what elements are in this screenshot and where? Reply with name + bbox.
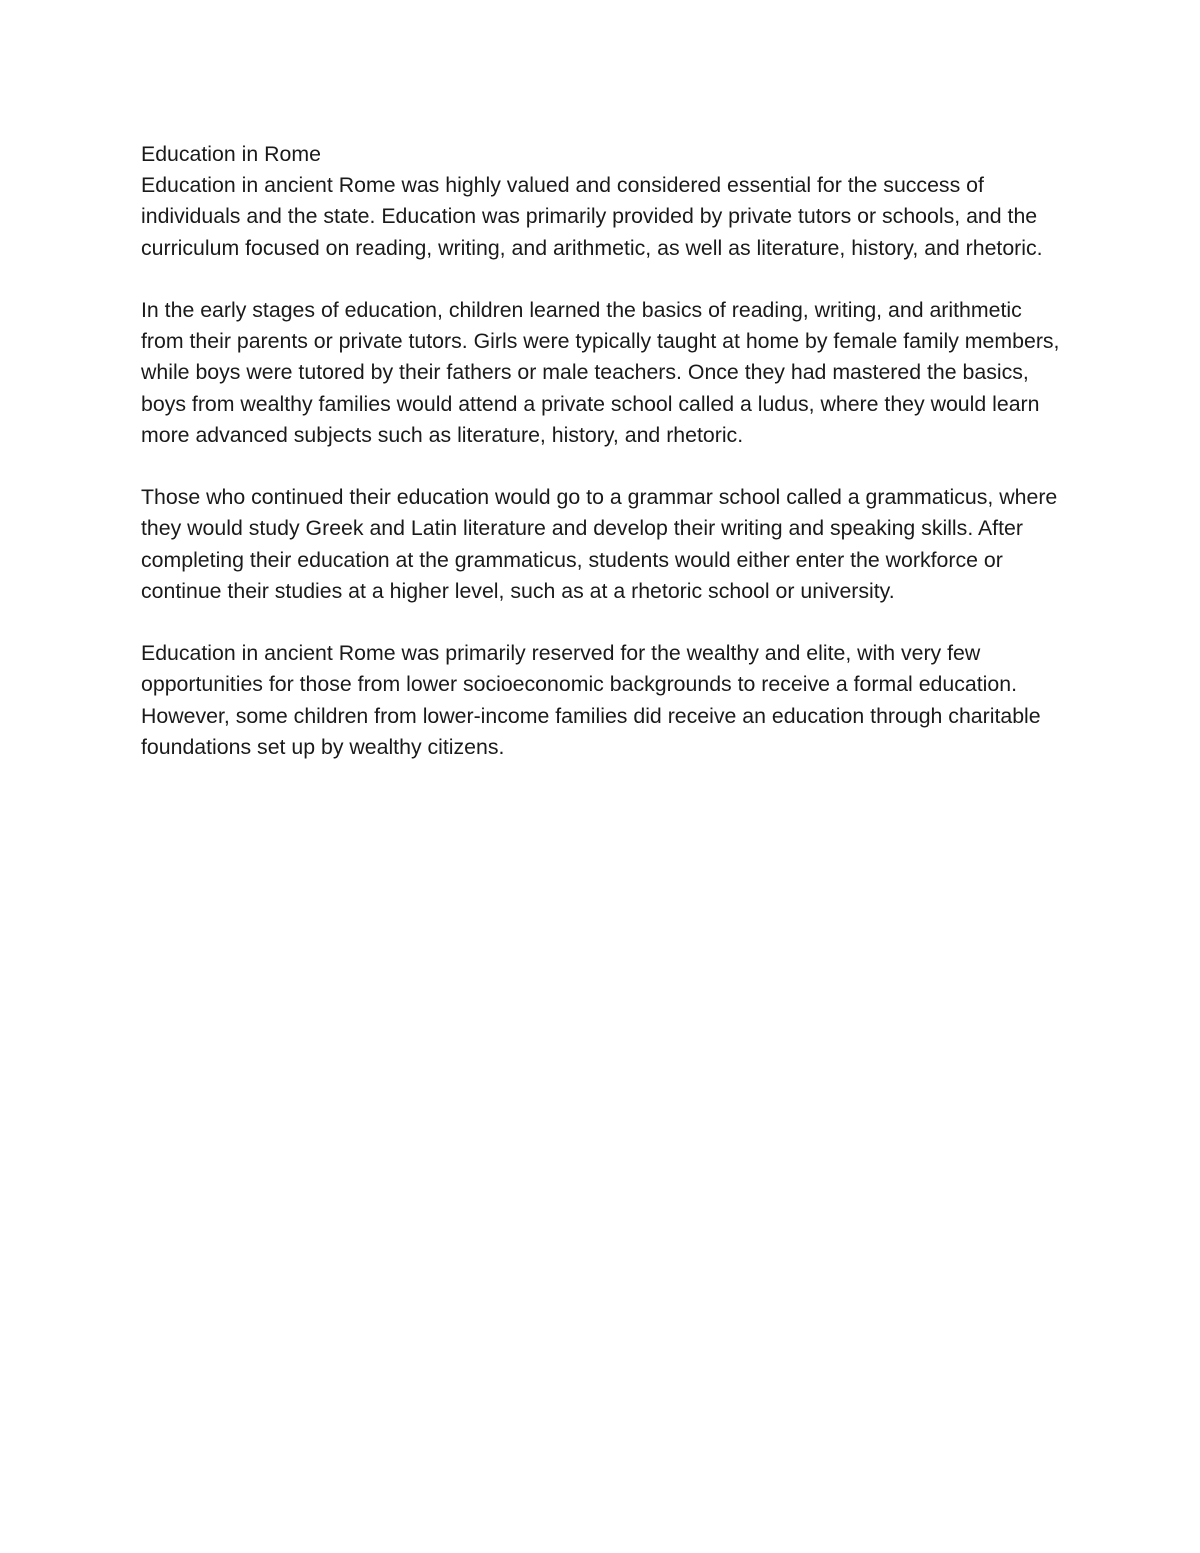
document-title: Education in Rome — [141, 142, 321, 166]
paragraph-2: In the early stages of education, children learned the basics of reading, writing, and arithmetic from their parents or private tutors. Girls were typically taught at home by female family members, while boys were tutored by their fathers or male teachers. Once they had mastered the basics, boys from wealthy families would attend a private school called a ludus, where they would learn more advanced subjects such as literature, history, and rhetoric. — [141, 298, 1060, 447]
paragraph-3: Those who continued their education would go to a grammar school called a grammaticus, where they would study Greek and Latin literature and develop their writing and speaking skills. After completing their education at the grammaticus, students would either enter the workforce or continue their studies at a higher level, such as at a rhetoric school or university. — [141, 485, 1058, 603]
paragraph-4: Education in ancient Rome was primarily reserved for the wealthy and elite, with very few opportunities for those from lower socioeconomic backgrounds to receive a formal education. However, some children from lower-income families did receive an education through charitable foundations set up by wealthy citizens. — [141, 641, 1041, 759]
paragraph-1: Education in ancient Rome was highly valued and considered essential for the success of individuals and the state. Education was primarily provided by private tutors or schools, and the curriculum focused on reading, writing, and arithmetic, as well as literature, history, and rhetoric. — [141, 173, 1043, 260]
document-body — [141, 139, 1066, 763]
